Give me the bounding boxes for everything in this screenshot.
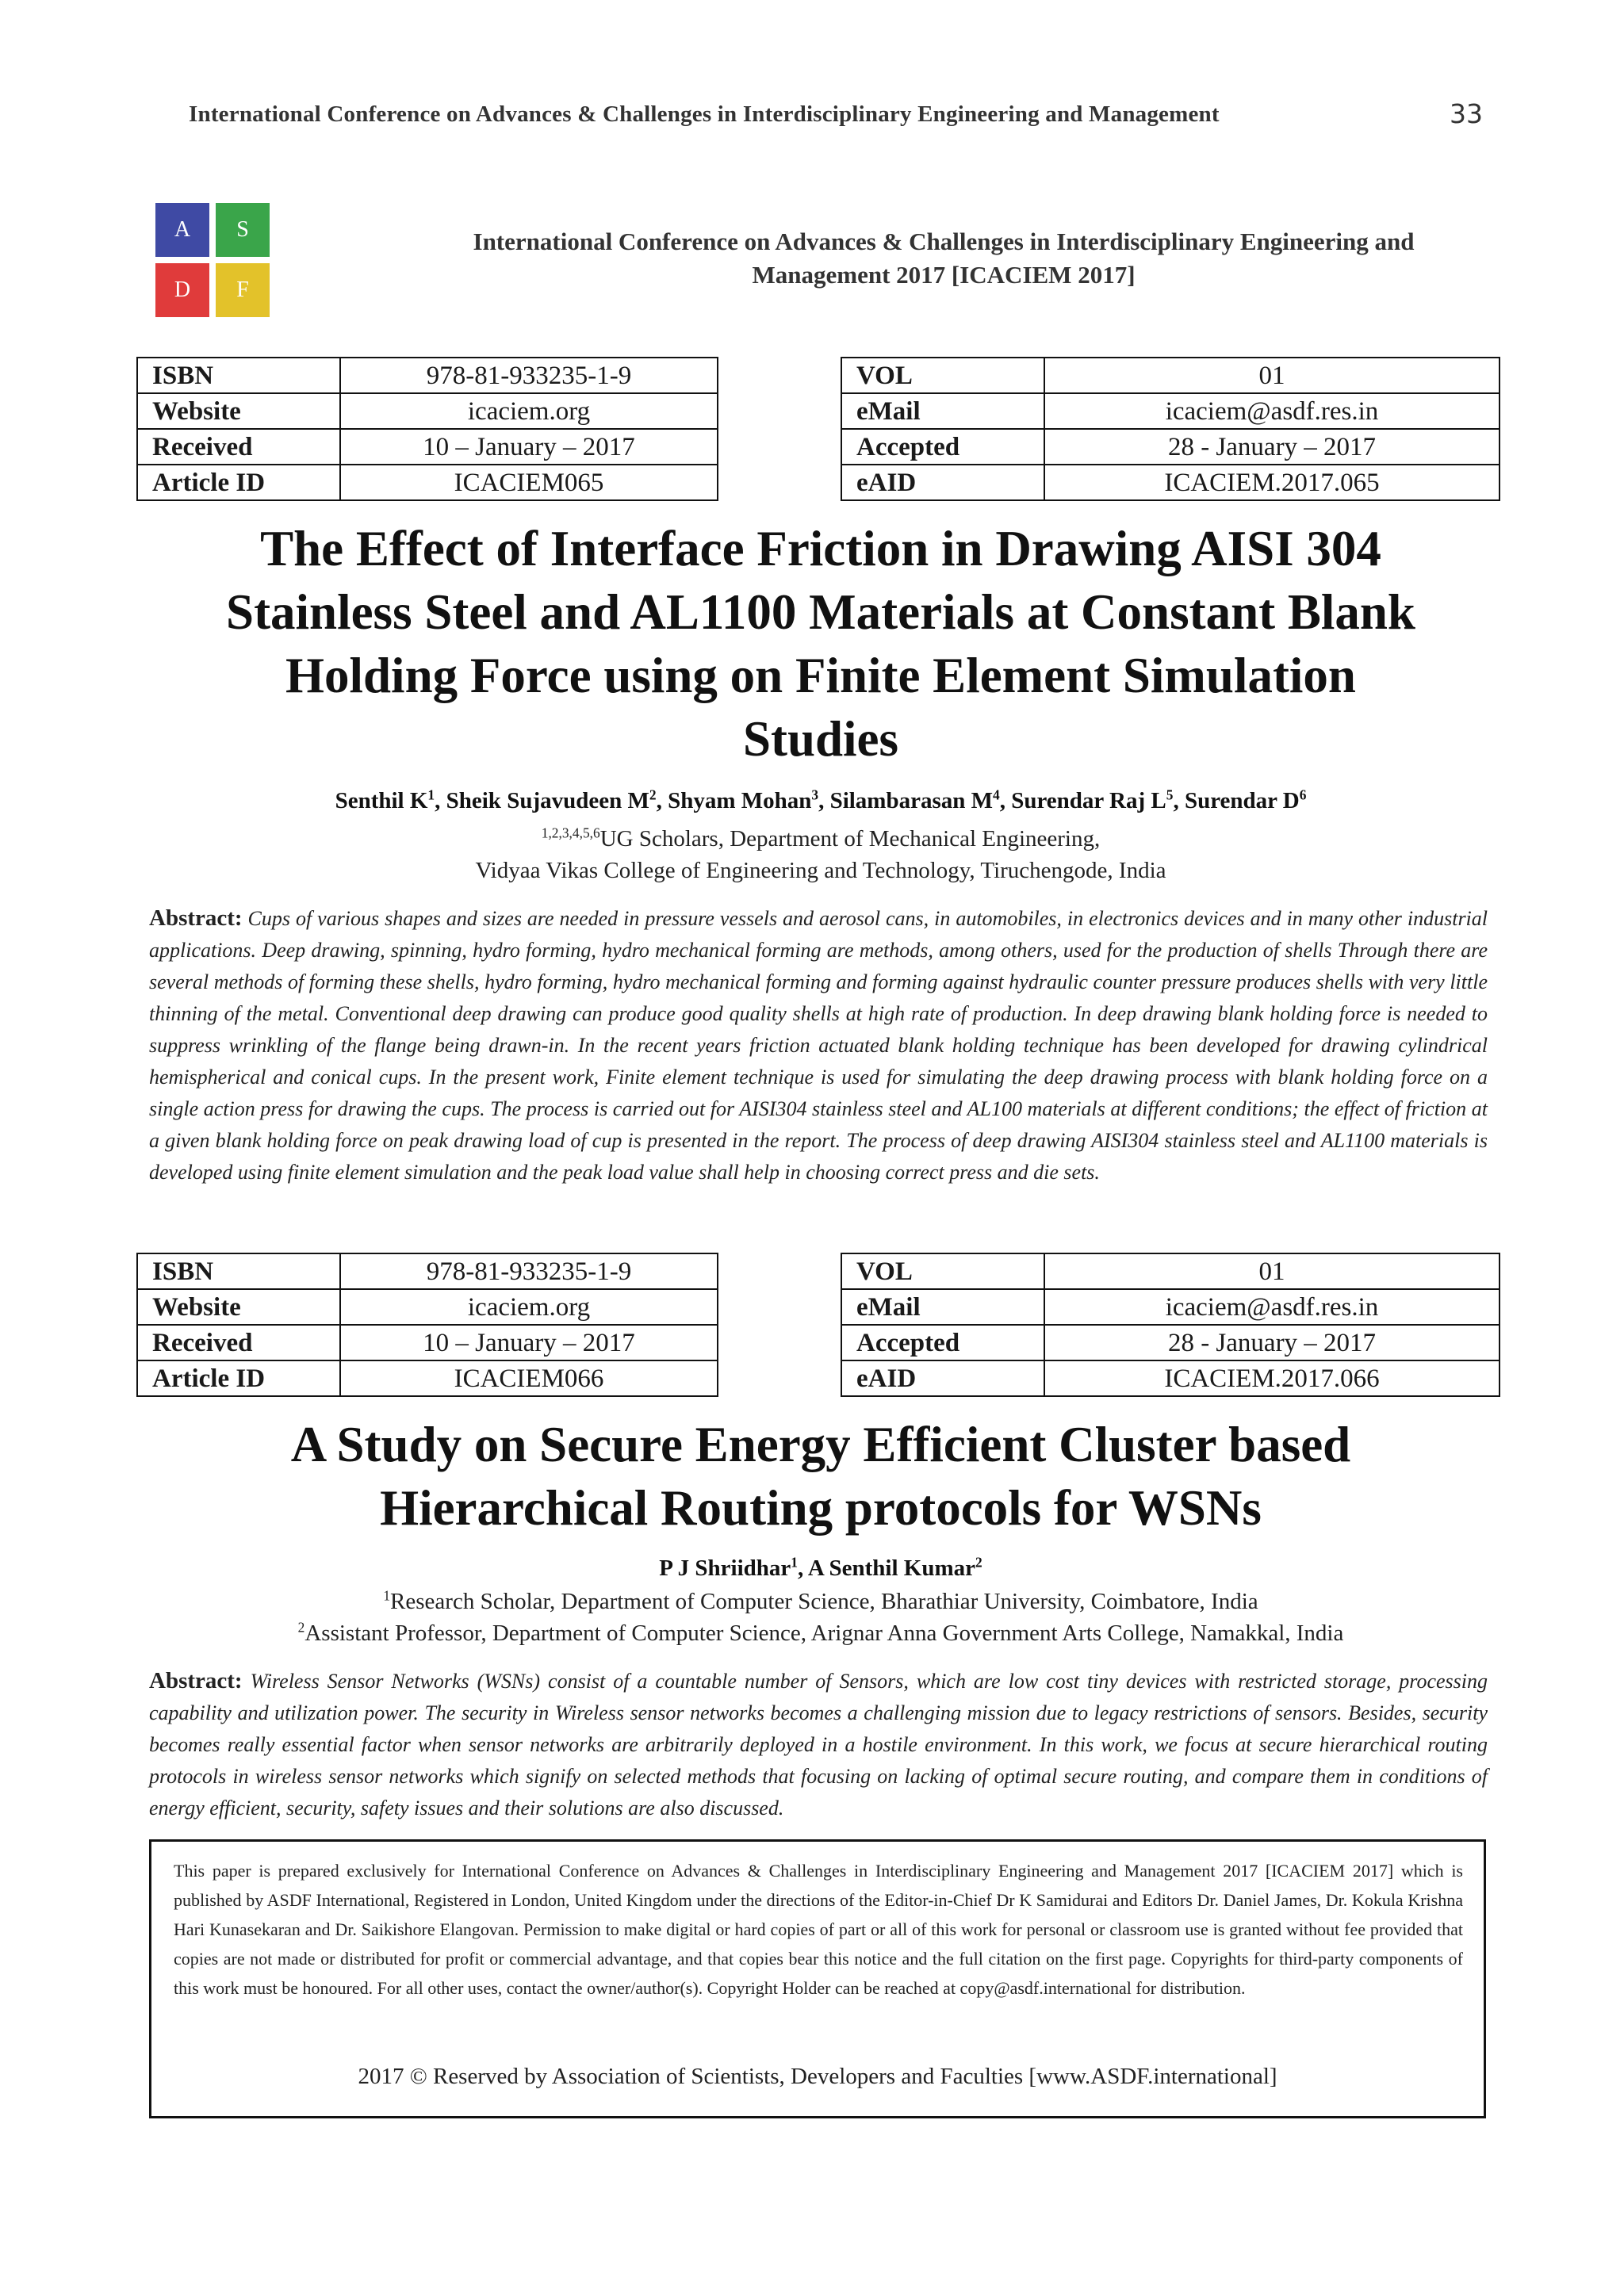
- author-sup: 1: [427, 786, 435, 803]
- affiliation-text: UG Scholars, Department of Mechanical Engineering,: [599, 826, 1101, 851]
- author-name: A Senthil Kumar: [807, 1556, 975, 1581]
- article-2-authors: P J Shriidhar$^1$, A Senthil Kumar$^2$: [659, 1554, 982, 1581]
- article-2-abstract: [149, 1665, 1488, 1824]
- info-key: eMail: [841, 1289, 1044, 1325]
- info-key: ISBN: [137, 358, 340, 393]
- info-key: Accepted: [841, 1325, 1044, 1360]
- author-sup: 4: [993, 786, 1000, 803]
- title-line: Hierarchical Routing protocols for WSNs: [380, 1480, 1262, 1536]
- info-value: icaciem.org: [340, 1289, 718, 1325]
- asdf-logo: [155, 203, 273, 320]
- title-line: Stainless Steel and AL1100 Materials at Constant Blank: [226, 584, 1415, 640]
- info-key: Received: [137, 429, 340, 465]
- info-value: 10 – January – 2017: [340, 1325, 718, 1360]
- author-name: Surendar Raj L: [1011, 788, 1166, 813]
- info-value: icaciem@asdf.res.in: [1044, 1289, 1500, 1325]
- title-line: A Study on Secure Energy Efficient Cluster based: [290, 1417, 1351, 1472]
- info-key: Accepted: [841, 429, 1044, 465]
- article-1-authors: Senthil $K^1$, Sheik Sujavudeen $M^2$, Shyam Mohan$^3$, Silambarasan $M^4$, Surendar Raj $L^5$, Surendar $D^6$: [335, 786, 1307, 813]
- info-key: ISBN: [137, 1253, 340, 1289]
- author-name: P J Shriidhar: [659, 1556, 791, 1581]
- logo-tile-f: F: [216, 263, 270, 317]
- author-sup: 2: [649, 786, 657, 803]
- affiliation-line: [111, 823, 1530, 855]
- info-value: ICACIEM.2017.066: [1044, 1360, 1500, 1396]
- author-name: Silambarasan M: [829, 788, 993, 813]
- info-value: 978-81-933235-1-9: [340, 358, 718, 393]
- author-name: Shyam Mohan: [668, 788, 812, 813]
- copyright-footer: 2017 © Reserved by Association of Scientists, Developers and Faculties [www.ASDF.international]: [358, 2064, 1277, 2089]
- info-value: ICACIEM.2017.065: [1044, 465, 1500, 500]
- info-value: icaciem@asdf.res.in: [1044, 393, 1500, 429]
- info-value: icaciem.org: [340, 393, 718, 429]
- logo-tile-s: S: [216, 203, 270, 257]
- info-value: ICACIEM065: [340, 465, 718, 500]
- info-value: 28 - January – 2017: [1044, 429, 1500, 465]
- affiliation-line: [111, 855, 1530, 886]
- logo-tile-d: D: [155, 263, 209, 317]
- running-header: International Conference on Advances & Challenges in Interdisciplinary Engineering and Management: [189, 101, 1220, 127]
- author-sup: 6: [1299, 786, 1307, 803]
- title-line: The Effect of Interface Friction in Drawing AISI 304: [260, 521, 1381, 576]
- info-key: VOL: [841, 1253, 1044, 1289]
- article-1-affiliations: [111, 823, 1530, 886]
- logo-tile-a: A: [155, 203, 209, 257]
- info-key: eAID: [841, 1360, 1044, 1396]
- info-value: 28 - January – 2017: [1044, 1325, 1500, 1360]
- article-2-affiliations: [111, 1586, 1530, 1649]
- affiliation-sup: 1,2,3,4,5,6: [541, 825, 600, 841]
- info-value: ICACIEM066: [340, 1360, 718, 1396]
- affiliation-text: Vidyaa Vikas College of Engineering and Technology, Tiruchengode, India: [475, 858, 1166, 883]
- affiliation-line: [111, 1617, 1530, 1649]
- article-1-abstract: [149, 902, 1488, 1188]
- copyright-notice-text: This paper is prepared exclusively for International Conference on Advances & Challenges in Interdisciplinary Engineering and Management 2017 [ICACIEM 2017] which is published by ASDF International, Registered in London, United Kingdom under the directions of the Editor-in-Chief Dr K Samidurai and Editors Dr. Daniel James, Dr. Kokula Krishna Hari Kunasekaran and Dr. Saikishore Elangovan. Permission to make digital or hard copies of part or all of this work for personal or classroom use is granted without fee provided that copies are not made or distributed for profit or commercial advantage, and that copies bear this notice and the full citation on the first page. Copyrights for third-party components of this work must be honoured. For all other uses, contact the owner/author(s). Copyright Holder can be reached at copy@asdf.international for distribution.: [174, 1861, 1463, 1998]
- title-line: Holding Force using on Finite Element Simulation: [285, 648, 1356, 703]
- abstract-text: Cups of various shapes and sizes are needed in pressure vessels and aerosol cans, in automobiles, in electronics devices and in many other industrial applications. Deep drawing, spinning, hydro forming, hydro mechanical forming are methods, among others, used for the production of shells Through there are several methods of forming these shells, hydro forming, hydro mechanical forming and forming against hydraulic counter pressure produces shells with very little thinning of the metal. Conventional deep drawing can produce good quality shells at high rate of production. In deep drawing blank holding force is needed to suppress wrinkling of the flange being drawn-in. In the recent years friction actuated blank holding technique has been developed for drawing cylindrical hemispherical and conical cups. In the present work, Finite element technique is used for simulating the deep drawing process with blank holding force on a single action press for drawing the cups. The process is carried out for AISI304 stainless steel and AL100 materials at different conditions; the effect of friction at a given blank holding force on peak drawing load of cup is presented in the report. The process of deep drawing AISI304 stainless steel and AL1100 materials is developed using finite element simulation and the peak load value shall help in choosing correct press and die sets.: [149, 907, 1488, 1184]
- affiliation-text: Research Scholar, Department of Computer Science, Bharathiar University, Coimbatore, India: [390, 1589, 1258, 1614]
- article-1-info-table-left: [136, 357, 718, 501]
- author-sup: 5: [1166, 786, 1174, 803]
- affiliation-text: Assistant Professor, Department of Computer Science, Arignar Anna Government Arts College, Namakkal, India: [304, 1621, 1344, 1646]
- article-1-title: [111, 517, 1530, 771]
- article-2-title: [111, 1413, 1530, 1540]
- info-key: Website: [137, 393, 340, 429]
- info-key: VOL: [841, 358, 1044, 393]
- info-value: 01: [1044, 358, 1500, 393]
- article-1-info-table-right: [841, 357, 1500, 501]
- article-2-info-table-left: [136, 1253, 718, 1397]
- info-value: 10 – January – 2017: [340, 429, 718, 465]
- author-name: Surendar D: [1184, 788, 1300, 813]
- abstract-label: Abstract:: [149, 905, 243, 931]
- author-sup: 3: [811, 786, 819, 803]
- article-2-info-table-right: [841, 1253, 1500, 1397]
- copyright-notice-box: [149, 1839, 1486, 2118]
- info-value: 01: [1044, 1253, 1500, 1289]
- abstract-label: Abstract:: [149, 1668, 243, 1693]
- affiliation-line: [111, 1586, 1530, 1617]
- abstract-text: Wireless Sensor Networks (WSNs) consist of a countable number of Sensors, which are low cost tiny devices with restricted storage, processing capability and utilization power. The security in Wireless sensor networks becomes a challenging mission due to legacy restrictions of sensors. Besides, security becomes really essential factor when sensor networks are arbitrarily deployed in a hostile environment. In this work, we focus at secure hierarchical routing protocols in wireless sensor networks which signify on selected methods that focusing on lacking of optimal secure routing, and compare them in conditions of energy efficient, security, safety issues and their solutions are also discussed.: [149, 1670, 1488, 1820]
- affiliation-sup: 1: [383, 1587, 391, 1604]
- conference-title-line-2: Management 2017 [ICACIEM 2017]: [752, 261, 1136, 289]
- author-sup: 2: [975, 1554, 982, 1571]
- info-key: Website: [137, 1289, 340, 1325]
- info-key: eMail: [841, 393, 1044, 429]
- author-name: Senthil K: [335, 788, 428, 813]
- affiliation-sup: 2: [297, 1619, 305, 1636]
- info-key: Article ID: [137, 1360, 340, 1396]
- info-value: 978-81-933235-1-9: [340, 1253, 718, 1289]
- info-key: Received: [137, 1325, 340, 1360]
- page-number: 33: [1450, 98, 1483, 129]
- title-line: Studies: [742, 711, 899, 767]
- info-key: eAID: [841, 465, 1044, 500]
- author-name: Sheik Sujavudeen M: [446, 788, 649, 813]
- info-key: Article ID: [137, 465, 340, 500]
- conference-title: [349, 225, 1538, 292]
- conference-title-line-1: International Conference on Advances & Challenges in Interdisciplinary Engineering and: [473, 228, 1415, 255]
- author-sup: 1: [791, 1554, 798, 1571]
